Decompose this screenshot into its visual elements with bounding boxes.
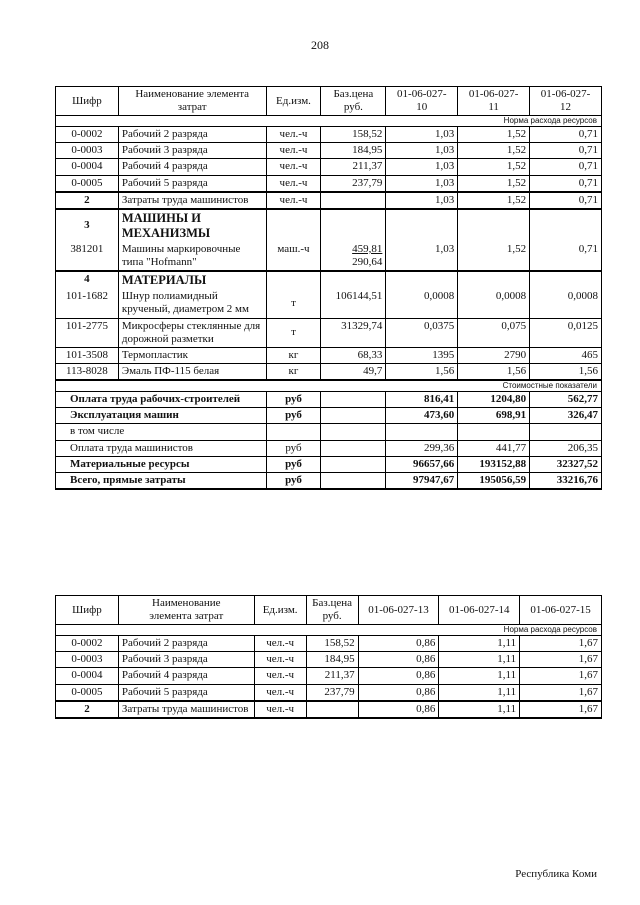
section-title: МАШИНЫ И МЕХАНИЗМЫ xyxy=(118,209,266,242)
value-cell: 0,71 xyxy=(530,143,602,159)
value-cell: 1,52 xyxy=(458,175,530,192)
header-col-14: 01-06-027-14 xyxy=(439,596,520,625)
value-cell: 0,075 xyxy=(458,318,530,347)
value-cell: 816,41 xyxy=(386,392,458,408)
page-number: 208 xyxy=(311,38,329,52)
cost-name-cell: Всего, прямые затраты xyxy=(56,472,267,489)
cost-name-cell: Оплата труда машинистов xyxy=(56,440,267,456)
name-cell: Рабочий 2 разряда xyxy=(118,635,254,651)
code-cell: 2 xyxy=(56,701,119,718)
empty-cell xyxy=(530,209,602,242)
worker-row xyxy=(56,175,602,192)
price-cell xyxy=(321,242,386,271)
name-cell: Рабочий 3 разряда xyxy=(118,652,254,668)
price-cell xyxy=(321,440,386,456)
price-cell: 158,52 xyxy=(321,126,386,142)
empty-cell xyxy=(321,271,386,289)
worker-row xyxy=(56,159,602,175)
table-header-row xyxy=(56,596,602,625)
code-cell: 113-8028 xyxy=(56,364,119,381)
cost-name-cell: в том числе xyxy=(56,424,267,440)
value-cell: 0,86 xyxy=(358,701,439,718)
section-label: Норма расхода ресурсов xyxy=(56,625,602,636)
value-cell: 1,52 xyxy=(458,143,530,159)
code-cell: 0-0004 xyxy=(56,159,119,175)
code-cell: 0-0003 xyxy=(56,652,119,668)
price-cell: 237,79 xyxy=(321,175,386,192)
value-cell: 1,03 xyxy=(386,192,458,209)
code-cell: 2 xyxy=(56,192,119,209)
name-cell: Рабочий 4 разряда xyxy=(118,668,254,684)
operators-row xyxy=(56,192,602,209)
value-cell: 1,56 xyxy=(386,364,458,381)
value-cell: 0,0008 xyxy=(458,289,530,318)
material-row xyxy=(56,289,602,318)
value-cell: 0,86 xyxy=(358,684,439,701)
name-cell: Рабочий 5 разряда xyxy=(118,175,266,192)
worker-row xyxy=(56,126,602,142)
empty-cell xyxy=(386,209,458,242)
value-cell: 299,36 xyxy=(386,440,458,456)
value-cell: 0,71 xyxy=(530,192,602,209)
price-cell: 158,52 xyxy=(306,635,358,651)
empty-cell xyxy=(458,271,530,289)
cost-name-cell: Эксплуатация машин xyxy=(56,408,267,424)
value-cell: 1,03 xyxy=(386,143,458,159)
header-price: Баз.цена руб. xyxy=(321,87,386,116)
name-cell: Машины маркировочные типа "Hofmann" xyxy=(118,242,266,271)
value-cell: 698,91 xyxy=(458,408,530,424)
header-unit: Ед.изм. xyxy=(266,87,321,116)
code-cell: 0-0002 xyxy=(56,126,119,142)
value-cell: 326,47 xyxy=(530,408,602,424)
code-cell: 0-0003 xyxy=(56,143,119,159)
unit-cell: маш.-ч xyxy=(266,242,321,271)
code-cell: 0-0002 xyxy=(56,635,119,651)
value-cell xyxy=(458,424,530,440)
section-label-row xyxy=(56,380,602,391)
value-cell xyxy=(386,424,458,440)
value-cell: 33216,76 xyxy=(530,472,602,489)
value-cell: 1,67 xyxy=(520,652,602,668)
code-cell: 101-1682 xyxy=(56,289,119,318)
price-cell: 106144,51 xyxy=(321,289,386,318)
header-col-12: 01-06-027- 12 xyxy=(530,87,602,116)
header-unit: Ед.изм. xyxy=(254,596,306,625)
unit-cell: чел.-ч xyxy=(254,701,306,718)
machine-item-row xyxy=(56,242,602,271)
price-value-secondary: 290,64 xyxy=(352,256,383,269)
cost-name-cell: Материальные ресурсы xyxy=(56,456,267,472)
empty-cell xyxy=(266,271,321,289)
value-cell: 0,0008 xyxy=(386,289,458,318)
value-cell: 1,67 xyxy=(520,701,602,718)
section-title: МАТЕРИАЛЫ xyxy=(118,271,266,289)
material-row xyxy=(56,318,602,347)
price-cell: 31329,74 xyxy=(321,318,386,347)
price-cell xyxy=(321,392,386,408)
price-cell: 184,95 xyxy=(306,652,358,668)
value-cell: 0,71 xyxy=(530,175,602,192)
price-cell xyxy=(321,408,386,424)
header-code: Шифр xyxy=(56,596,119,625)
value-cell: 1,03 xyxy=(386,242,458,271)
value-cell: 193152,88 xyxy=(458,456,530,472)
name-cell: Затраты труда машинистов xyxy=(118,192,266,209)
unit-cell: руб xyxy=(266,472,321,489)
code-cell: 0-0005 xyxy=(56,175,119,192)
value-cell: 206,35 xyxy=(530,440,602,456)
unit-cell: кг xyxy=(266,348,321,364)
materials-section-row xyxy=(56,271,602,289)
value-cell: 1,11 xyxy=(439,701,520,718)
value-cell: 1,11 xyxy=(439,684,520,701)
unit-cell: чел.-ч xyxy=(266,143,321,159)
unit-cell: руб xyxy=(266,440,321,456)
name-cell: Шнур полиамидный крученый, диаметром 2 мм xyxy=(118,289,266,318)
value-cell: 1,03 xyxy=(386,126,458,142)
name-cell: Рабочий 3 разряда xyxy=(118,143,266,159)
operators-row xyxy=(56,701,602,718)
resource-table-2 xyxy=(55,595,602,719)
value-cell: 0,71 xyxy=(530,126,602,142)
price-cell: 237,79 xyxy=(306,684,358,701)
value-cell: 96657,66 xyxy=(386,456,458,472)
unit-cell: руб xyxy=(266,392,321,408)
value-cell: 0,86 xyxy=(358,668,439,684)
value-cell: 441,77 xyxy=(458,440,530,456)
value-cell: 1204,80 xyxy=(458,392,530,408)
value-cell: 465 xyxy=(530,348,602,364)
price-cell xyxy=(321,192,386,209)
value-cell: 0,0375 xyxy=(386,318,458,347)
name-cell: Эмаль ПФ-115 белая xyxy=(118,364,266,381)
code-cell: 381201 xyxy=(56,242,119,271)
value-cell: 1,11 xyxy=(439,635,520,651)
value-cell: 195056,59 xyxy=(458,472,530,489)
worker-row xyxy=(56,652,602,668)
empty-cell xyxy=(386,271,458,289)
unit-cell: чел.-ч xyxy=(266,175,321,192)
value-cell: 1,52 xyxy=(458,159,530,175)
value-cell: 1,67 xyxy=(520,635,602,651)
price-cell xyxy=(321,472,386,489)
region-footer: Республика Коми xyxy=(515,868,597,880)
header-name: Наименование элемента затрат xyxy=(118,87,266,116)
empty-cell xyxy=(321,209,386,242)
unit-cell: чел.-ч xyxy=(266,126,321,142)
worker-row xyxy=(56,668,602,684)
cost-row xyxy=(56,440,602,456)
value-cell: 1395 xyxy=(386,348,458,364)
value-cell: 0,86 xyxy=(358,652,439,668)
name-cell: Микросферы стеклянные для дорожной разметки xyxy=(118,318,266,347)
value-cell: 1,03 xyxy=(386,175,458,192)
value-cell: 1,67 xyxy=(520,668,602,684)
empty-cell xyxy=(458,209,530,242)
value-cell: 2790 xyxy=(458,348,530,364)
material-row xyxy=(56,364,602,381)
value-cell: 0,86 xyxy=(358,635,439,651)
material-row xyxy=(56,348,602,364)
value-cell: 0,0008 xyxy=(530,289,602,318)
worker-row xyxy=(56,143,602,159)
value-cell: 1,56 xyxy=(458,364,530,381)
cost-name-cell: Оплата труда рабочих-строителей xyxy=(56,392,267,408)
worker-row xyxy=(56,635,602,651)
header-col-10: 01-06-027- 10 xyxy=(386,87,458,116)
value-cell: 562,77 xyxy=(530,392,602,408)
price-cell xyxy=(306,701,358,718)
value-cell: 1,52 xyxy=(458,242,530,271)
unit-cell: т xyxy=(266,289,321,318)
cost-row xyxy=(56,456,602,472)
unit-cell: чел.-ч xyxy=(254,635,306,651)
cost-row xyxy=(56,408,602,424)
price-cell: 211,37 xyxy=(321,159,386,175)
worker-row xyxy=(56,684,602,701)
unit-cell: чел.-ч xyxy=(266,192,321,209)
name-cell: Рабочий 5 разряда xyxy=(118,684,254,701)
cost-row xyxy=(56,424,602,440)
code-cell: 101-3508 xyxy=(56,348,119,364)
machines-section-row xyxy=(56,209,602,242)
header-code: Шифр xyxy=(56,87,119,116)
value-cell: 0,0125 xyxy=(530,318,602,347)
unit-cell: чел.-ч xyxy=(266,159,321,175)
price-cell xyxy=(321,424,386,440)
unit-cell: чел.-ч xyxy=(254,684,306,701)
price-cell: 184,95 xyxy=(321,143,386,159)
price-cell: 211,37 xyxy=(306,668,358,684)
cost-row xyxy=(56,392,602,408)
header-col-15: 01-06-027-15 xyxy=(520,596,602,625)
empty-cell xyxy=(530,271,602,289)
value-cell: 1,56 xyxy=(530,364,602,381)
section-label: Стоимостные показатели xyxy=(56,380,602,391)
section-label-row xyxy=(56,625,602,636)
value-cell: 32327,52 xyxy=(530,456,602,472)
value-cell: 1,11 xyxy=(439,652,520,668)
price-cell: 49,7 xyxy=(321,364,386,381)
resource-table-1 xyxy=(55,86,602,490)
code-cell: 0-0004 xyxy=(56,668,119,684)
value-cell: 1,52 xyxy=(458,126,530,142)
name-cell: Термопластик xyxy=(118,348,266,364)
header-col-11: 01-06-027- 11 xyxy=(458,87,530,116)
header-name: Наименование элемента затрат xyxy=(118,596,254,625)
value-cell: 1,03 xyxy=(386,159,458,175)
value-cell: 1,67 xyxy=(520,684,602,701)
section-label-row xyxy=(56,116,602,127)
value-cell: 97947,67 xyxy=(386,472,458,489)
code-cell: 0-0005 xyxy=(56,684,119,701)
unit-cell: чел.-ч xyxy=(254,668,306,684)
code-cell: 101-2775 xyxy=(56,318,119,347)
value-cell: 0,71 xyxy=(530,159,602,175)
price-cell: 68,33 xyxy=(321,348,386,364)
cost-row xyxy=(56,472,602,489)
unit-cell xyxy=(266,424,321,440)
unit-cell: чел.-ч xyxy=(254,652,306,668)
header-col-13: 01-06-027-13 xyxy=(358,596,439,625)
value-cell: 0,71 xyxy=(530,242,602,271)
value-cell xyxy=(530,424,602,440)
unit-cell: кг xyxy=(266,364,321,381)
value-cell: 1,52 xyxy=(458,192,530,209)
section-label: Норма расхода ресурсов xyxy=(56,116,602,127)
unit-cell: руб xyxy=(266,408,321,424)
name-cell: Рабочий 2 разряда xyxy=(118,126,266,142)
price-cell xyxy=(321,456,386,472)
name-cell: Рабочий 4 разряда xyxy=(118,159,266,175)
section-code: 3 xyxy=(56,209,119,242)
name-cell: Затраты труда машинистов xyxy=(118,701,254,718)
unit-cell: т xyxy=(266,318,321,347)
empty-cell xyxy=(266,209,321,242)
unit-cell: руб xyxy=(266,456,321,472)
section-code: 4 xyxy=(56,271,119,289)
value-cell: 1,11 xyxy=(439,668,520,684)
table-header-row xyxy=(56,87,602,116)
price-value: 459,81 xyxy=(352,242,383,255)
header-price: Баз.цена руб. xyxy=(306,596,358,625)
value-cell: 473,60 xyxy=(386,408,458,424)
